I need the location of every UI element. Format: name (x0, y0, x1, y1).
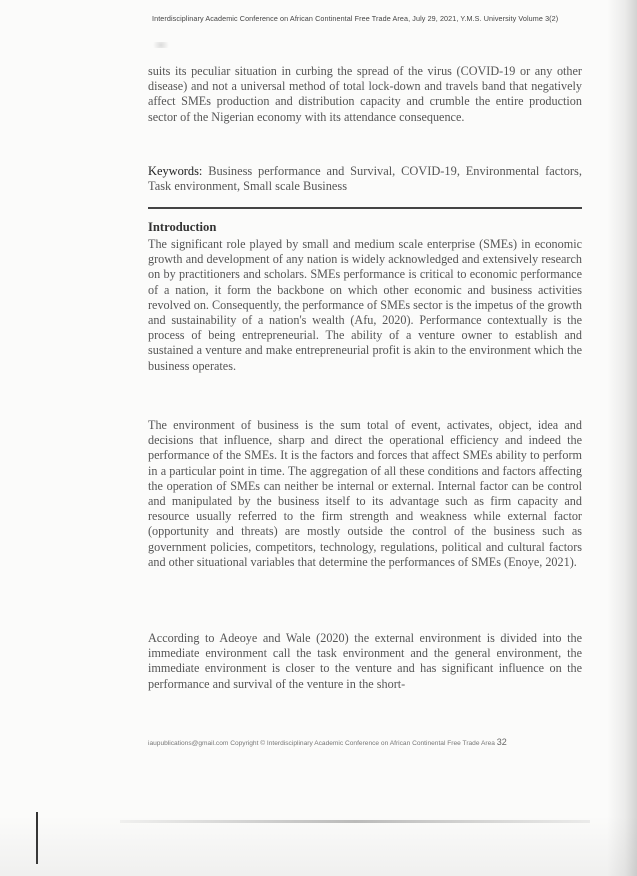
intro-paragraph-2: The environment of business is the sum total of event, activates, object, idea and decisions that influence, sharp and direct the operational efficiency and indeed the performance of the SMEs. It is the factors and forces that affect SMEs ability to perform in a particular point in time. The aggregation of all these conditions and factors affecting the operation of SMEs can neither be internal or external. Internal factor can be control and manipulated by the business itself to its advantage such as firm capacity and resource usually referred to the firm strength and weakness while external factor (opportunity and threats) are mostly outside the control of the business such as government policies, competitors, technology, regulations, political and cultural factors and other situational variables that determine the performances of SMEs (Enoye, 2021). (148, 418, 582, 569)
keywords-label: Keywords: (148, 164, 203, 178)
abstract-tail: suits its peculiar situation in curbing the spread of the virus (COVID-19 or any other disease) and not a universal method of total lock-down and travels band that negatively affect SMEs production and distribution capacity and crumble the entire production sector of the Nigerian economy with its attendance consequence. (148, 64, 582, 124)
page-number: 32 (496, 737, 507, 747)
keywords-line (148, 164, 582, 194)
section-divider (148, 207, 582, 209)
scan-edge-shadow (607, 0, 637, 876)
footer-text: iaupublications@gmail.com Copyright © Interdisciplinary Academic Conference on African Continental Free Trade Area (148, 740, 495, 747)
introduction-heading: Introduction (148, 220, 217, 234)
keywords-text: Business performance and Survival, COVID-19, Environmental factors, Task environment, Small scale Business (148, 164, 582, 194)
intro-paragraph-3: According to Adeoye and Wale (2020) the external environment is divided into the immediate environment call the task environment and the general environment, the immediate environment is closer to the venture and has significant influence on the performance and survival of the venture in the short- (148, 631, 582, 691)
page-footer (148, 737, 588, 747)
scan-bottom-shadow (0, 816, 637, 876)
intro-paragraph-1: The significant role played by small and medium scale enterprise (SMEs) in economic growth and development of any nation is widely acknowledged and extensively research on by practitioners and scholars. SMEs performance is critical to economic performance of a nation, it form the backbone on which other economic and business activities revolved on. Consequently, the performance of SMEs sector is the impetus of the growth and sustainability of a nation's wealth (Afu, 2020). Performance contextually is the process of being entrepreneurial. The ability of a venture owner to establish and sustained a venture and make entrepreneurial profit is akin to the environment which the business operates. (148, 237, 582, 373)
running-header: Interdisciplinary Academic Conference on African Continental Free Trade Area, July 29, 2021, Y.M.S. University Volume 3(2) (152, 14, 559, 23)
scan-speck (150, 42, 172, 48)
